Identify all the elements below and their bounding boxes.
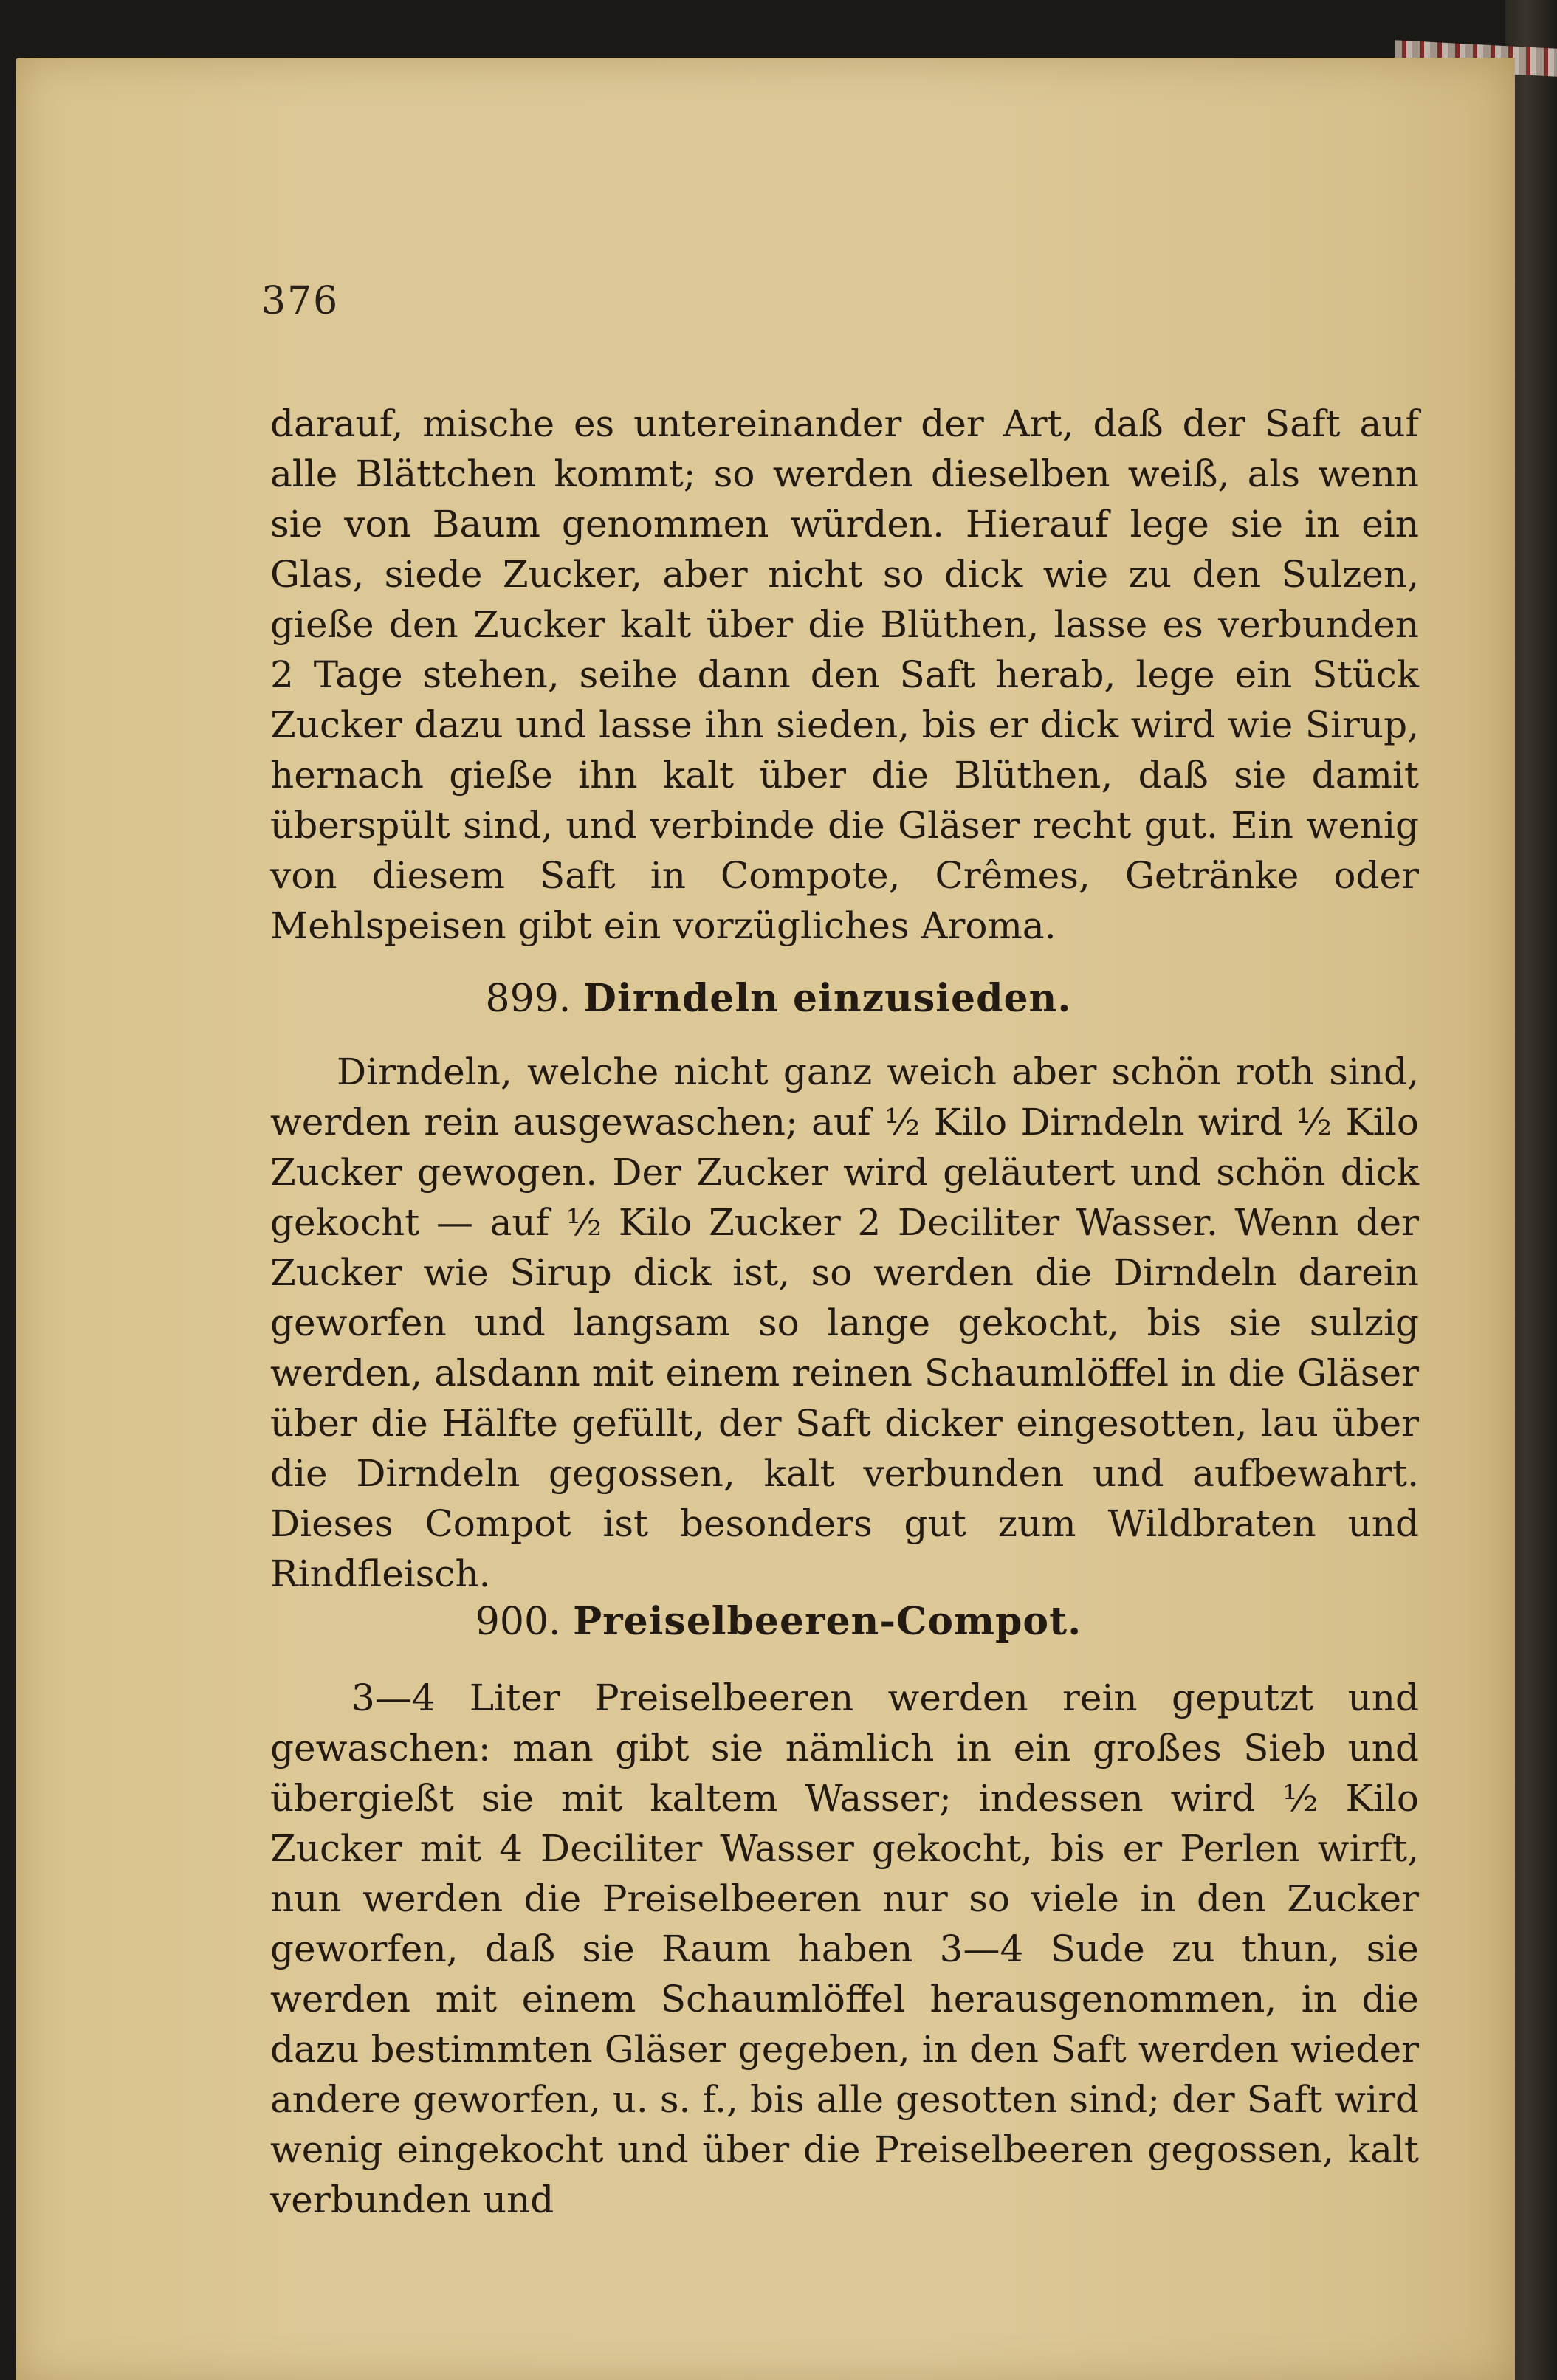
recipe-900-paragraph: 3—4 Liter Preiselbeeren werden rein geputzt und gewaschen: man gibt sie nämlich in ein großes Sieb und übergießt sie mit kaltem Wasser; indessen wird ½ Kilo Zucker mit 4 Deciliter Wasser gekocht, bis er Perlen wirft, nun werden die Preiselbeeren nur so viele in den Zucker geworfen, daß sie Raum haben 3—4 Sude zu thun, sie werden mit einem Schaumlöffel herausgenommen, in die dazu bestimmten Gläser gegeben, in den Saft werden wieder andere geworfen, u. s. f., bis alle gesotten sind; der Saft wird wenig eingekocht und über die Preiselbeeren gegossen, kalt verbunden und [270, 1676, 1419, 2221]
recipe-899-heading [0, 976, 1557, 1021]
recipe-899-number: 899. [485, 977, 571, 1021]
recipe-899-title: Dirndeln einzusieden. [582, 976, 1072, 1021]
page-number: 376 [261, 279, 340, 323]
recipe-900-number: 900. [475, 1600, 561, 1644]
recipe-899-paragraph: Dirndeln, welche nicht ganz weich aber schön roth sind, werden rein ausgewaschen; auf ½ Kilo Dirndeln wird ½ Kilo Zucker gewogen. Der Zucker wird geläutert und schön dick gekocht — auf ½ Kilo Zucker 2 Deciliter Wasser. Wenn der Zucker wie Sirup dick ist, so werden die Dirndeln darein geworfen und langsam so lange gekocht, bis sie sulzig werden, alsdann mit einem reinen Schaumlöffel in die Gläser über die Hälfte gefüllt, der Saft dicker eingesotten, lau über die Dirndeln gegossen, kalt verbunden und aufbewahrt. Dieses Compot ist besonders gut zum Wildbraten und Rindfleisch. [270, 1050, 1419, 1595]
intro-paragraph: darauf, mische es untereinander der Art, daß der Saft auf alle Blättchen kommt; so werden dieselben weiß, als wenn sie von Baum genommen würden. Hierauf lege sie in ein Glas, siede Zucker, aber nicht so dick wie zu den Sulzen, gieße den Zucker kalt über die Blüthen, lasse es verbunden 2 Tage stehen, seihe dann den Saft herab, lege ein Stück Zucker dazu und lasse ihn sieden, bis er dick wird wie Sirup, hernach gieße ihn kalt über die Blüthen, daß sie damit überspült sind, und verbinde die Gläser recht gut. Ein wenig von diesem Saft in Compote, Crêmes, Getränke oder Mehlspeisen gibt ein vorzügliches Aroma. [270, 402, 1419, 947]
recipe-900-title: Preiselbeeren-Compot. [573, 1599, 1082, 1644]
recipe-900-heading [0, 1599, 1557, 1644]
